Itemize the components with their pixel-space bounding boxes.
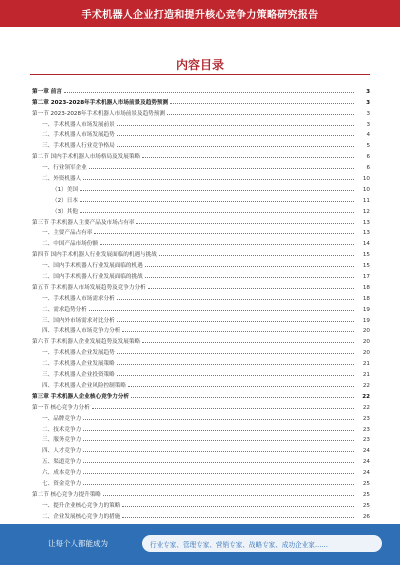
toc-entry-title: 四、手术机器人企业风险控制策略 [42, 382, 126, 389]
report-header-bar [0, 0, 400, 27]
toc-leader-dots [145, 276, 354, 278]
toc-entry-title: 第二章 2023-2028年手术机器人市场前景及趋势预测 [32, 99, 169, 106]
toc-entry[interactable] [32, 226, 370, 237]
toc-entry-page: 3 [366, 99, 370, 106]
toc-heading-rule [30, 74, 370, 75]
toc-entry-title: 二、手术机器人企业发展策略 [42, 361, 115, 368]
toc-entry-page: 23 [362, 415, 370, 422]
toc-leader-dots [64, 91, 354, 93]
toc-leader-dots [117, 298, 354, 300]
toc-entry-title: 三、国内外市场需求对比分析 [42, 317, 115, 324]
toc-entry[interactable] [32, 433, 370, 444]
toc-leader-dots [83, 178, 354, 180]
toc-entry-page: 25 [362, 480, 370, 487]
toc-entry[interactable] [32, 236, 370, 247]
toc-entry-page: 20 [362, 350, 370, 357]
toc-leader-dots [83, 439, 354, 441]
toc-entry[interactable] [32, 138, 370, 149]
toc-leader-dots [83, 461, 354, 463]
toc-entry-page: 12 [362, 208, 370, 215]
toc-leader-dots [94, 232, 354, 234]
toc-leader-dots [142, 341, 354, 343]
toc-entry[interactable] [32, 280, 370, 291]
toc-leader-dots [117, 363, 354, 365]
toc-entry-page: 6 [366, 154, 370, 161]
toc-entry-title: 一、手术机器人企业发展趋势 [42, 350, 115, 357]
toc-leader-dots [117, 124, 354, 126]
toc-entry-title: 一、国内手术机器人行业发展面临的机遇 [42, 263, 143, 270]
toc-entry-page: 13 [362, 230, 370, 237]
toc-entry[interactable] [32, 389, 370, 400]
toc-entry-title: 一、品牌竞争力 [42, 415, 82, 422]
toc-entry[interactable] [32, 117, 370, 128]
toc-entry-title: 三、服务竞争力 [42, 437, 82, 444]
toc-entry-title: 二、手术机器人市场发展趋势 [42, 132, 115, 139]
toc-entry-title: （1）美国 [52, 186, 78, 193]
toc-entry-title: 第一节 2023-2028年手术机器人市场前景及趋势预测 [32, 110, 165, 117]
report-title: 手术机器人企业打造和提升核心竞争力策略研究报告 [81, 10, 319, 21]
toc-entry-page: 18 [362, 284, 370, 291]
toc-entry-page: 14 [362, 241, 370, 248]
toc-entry[interactable] [32, 302, 370, 313]
toc-entry-page: 19 [362, 317, 370, 324]
toc-leader-dots [89, 309, 354, 311]
toc-leader-dots [131, 396, 354, 398]
toc-entry[interactable] [32, 498, 370, 509]
toc-entry-title: 一、行业领军企业 [42, 165, 87, 172]
toc-entry[interactable] [32, 258, 370, 269]
toc-entry[interactable] [32, 465, 370, 476]
toc-entry[interactable] [32, 378, 370, 389]
toc-entry[interactable] [32, 95, 370, 106]
toc-entry[interactable] [32, 476, 370, 487]
toc-entry-page: 24 [362, 470, 370, 477]
toc-entry-title: 五、渠道竞争力 [42, 459, 82, 466]
toc-leader-dots [83, 418, 354, 420]
toc-leader-dots [83, 429, 354, 431]
toc-entry[interactable] [32, 454, 370, 465]
toc-leader-dots [122, 516, 354, 518]
toc-entry-page: 19 [362, 306, 370, 313]
toc-entry[interactable] [32, 128, 370, 139]
toc-entry-title: 二、国内手术机器人行业发展面临的挑战 [42, 274, 143, 281]
toc-entry-title: 二、外资机器人 [42, 176, 82, 183]
toc-entry[interactable] [32, 509, 370, 520]
toc-entry-page: 13 [362, 219, 370, 226]
toc-entry-page: 4 [366, 132, 370, 139]
toc-entry-page: 23 [362, 437, 370, 444]
toc-entry-page: 20 [362, 339, 370, 346]
toc-entry-page: 11 [362, 197, 370, 204]
toc-entry-page: 25 [362, 491, 370, 498]
toc-entry-page: 21 [362, 372, 370, 379]
toc-entry[interactable] [32, 84, 370, 95]
toc-leader-dots [136, 222, 354, 224]
toc-entry-page: 15 [362, 252, 370, 259]
footer-tagline-pill [142, 535, 382, 552]
toc-leader-dots [80, 211, 354, 213]
toc-entry[interactable] [32, 291, 370, 302]
footer-tagline: 行业专家、管理专家、营销专家、战略专家、成功企业家…… [150, 540, 329, 549]
footer-slogan: 让每个人都能成为 [48, 539, 108, 548]
toc-leader-dots [117, 374, 354, 376]
footer-bar [0, 524, 400, 565]
toc-entry-title: 一、提升企业核心竞争力的策略 [42, 502, 121, 509]
toc-entry[interactable] [32, 313, 370, 324]
toc-leader-dots [142, 156, 354, 158]
toc-entry-page: 15 [362, 263, 370, 270]
toc-entry-title: 二、中国产品市场份额 [42, 241, 98, 248]
toc-entry-page: 20 [362, 328, 370, 335]
toc-leader-dots [89, 167, 354, 169]
toc-leader-dots [170, 102, 354, 104]
toc-entry[interactable] [32, 367, 370, 378]
toc-heading: 内容目录 [175, 58, 224, 72]
toc-entry-title: 一、手术机器人市场需求分析 [42, 295, 115, 302]
toc-entry-title: （2）日本 [52, 197, 78, 204]
toc-leader-dots [80, 200, 354, 202]
toc-entry-page: 18 [362, 295, 370, 302]
toc-leader-dots [117, 145, 354, 147]
toc-entry-page: 3 [366, 110, 370, 117]
toc-entry[interactable] [32, 422, 370, 433]
toc-entry-page: 5 [366, 143, 370, 150]
toc-leader-dots [145, 265, 354, 267]
toc-entry-title: 第三章 手术机器人企业核心竞争力分析 [32, 393, 130, 400]
toc-entry-title: 二、企业发展核心竞争力的措施 [42, 513, 121, 520]
toc-entry[interactable] [32, 106, 370, 117]
toc-entry[interactable] [32, 215, 370, 226]
toc-entry-title: 第五节 手术机器人市场发展趋势及竞争力分析 [32, 284, 146, 291]
toc-leader-dots [167, 113, 354, 115]
toc-entry-page: 21 [362, 361, 370, 368]
toc-leader-dots [80, 189, 354, 191]
toc-entry-title: 第三节 手术机器人主要产品及市场占有率 [32, 219, 135, 226]
toc-entry[interactable] [32, 324, 370, 335]
toc-leader-dots [117, 320, 354, 322]
toc-entry[interactable] [32, 411, 370, 422]
toc-entry-title: 第一章 前言 [32, 88, 62, 95]
toc-entry-page: 25 [362, 502, 370, 509]
toc-entry-page: 22 [362, 393, 370, 400]
toc-entry-title: 二、技术竞争力 [42, 426, 82, 433]
toc-leader-dots [159, 254, 354, 256]
toc-leader-dots [122, 330, 354, 332]
toc-entry-title: 四、人才竞争力 [42, 448, 82, 455]
toc-entry[interactable] [32, 247, 370, 258]
toc-entry-page: 6 [366, 165, 370, 172]
toc-entry-title: 第二节 国内手术机器人市场格局及发展策略 [32, 154, 141, 161]
toc-entry-page: 3 [366, 88, 370, 95]
toc-entry-title: 三、手术机器人企业投资策略 [42, 372, 115, 379]
toc-entry[interactable] [32, 334, 370, 345]
toc-entry[interactable] [32, 400, 370, 411]
toc-entry-title: 三、手术机器人行业竞争格局 [42, 143, 115, 150]
toc-entry[interactable] [32, 269, 370, 280]
toc-entry-title: 第四节 国内手术机器人行业发展面临的机遇与挑战 [32, 252, 157, 259]
toc-leader-dots [117, 352, 354, 354]
toc-entry[interactable] [32, 171, 370, 182]
toc-entry-page: 17 [362, 274, 370, 281]
toc-entry-title: 第二节 核心竞争力提升策略 [32, 491, 101, 498]
toc-entry-title: （3）其他 [52, 208, 78, 215]
toc-entry-page: 24 [362, 448, 370, 455]
toc-entry-title: 二、需求趋势分析 [42, 306, 87, 313]
toc-entry-title: 第一节 核心竞争力分析 [32, 404, 90, 411]
toc-entry[interactable] [32, 345, 370, 356]
toc-leader-dots [117, 134, 354, 136]
toc-entry-title: 第六节 手术机器人企业发展趋势及发展策略 [32, 339, 141, 346]
toc-entry[interactable] [32, 149, 370, 160]
toc-leader-dots [100, 243, 354, 245]
toc-entry-page: 23 [362, 426, 370, 433]
toc-entry-page: 10 [362, 186, 370, 193]
toc-entry[interactable] [32, 182, 370, 193]
toc-entry[interactable] [32, 356, 370, 367]
toc-leader-dots [92, 407, 354, 409]
table-of-contents [32, 84, 370, 520]
toc-entry[interactable] [32, 204, 370, 215]
toc-leader-dots [128, 385, 354, 387]
toc-entry-page: 3 [366, 121, 370, 128]
toc-entry-title: 一、手术机器人市场发展前景 [42, 121, 115, 128]
toc-entry[interactable] [32, 487, 370, 498]
toc-entry[interactable] [32, 160, 370, 171]
toc-leader-dots [103, 494, 354, 496]
toc-entry-page: 10 [362, 176, 370, 183]
toc-entry-page: 24 [362, 459, 370, 466]
toc-leader-dots [148, 287, 354, 289]
toc-entry[interactable] [32, 443, 370, 454]
toc-entry-title: 六、成本竞争力 [42, 470, 82, 477]
toc-entry-page: 22 [362, 404, 370, 411]
toc-leader-dots [122, 505, 354, 507]
toc-entry[interactable] [32, 193, 370, 204]
toc-entry-page: 26 [362, 513, 370, 520]
toc-entry-title: 四、手术机器人市场竞争力分析 [42, 328, 121, 335]
toc-leader-dots [83, 483, 354, 485]
toc-leader-dots [83, 450, 354, 452]
toc-entry-page: 22 [362, 382, 370, 389]
toc-leader-dots [83, 472, 354, 474]
toc-entry-title: 七、资金竞争力 [42, 480, 82, 487]
toc-entry-title: 一、主要产品占有率 [42, 230, 93, 237]
